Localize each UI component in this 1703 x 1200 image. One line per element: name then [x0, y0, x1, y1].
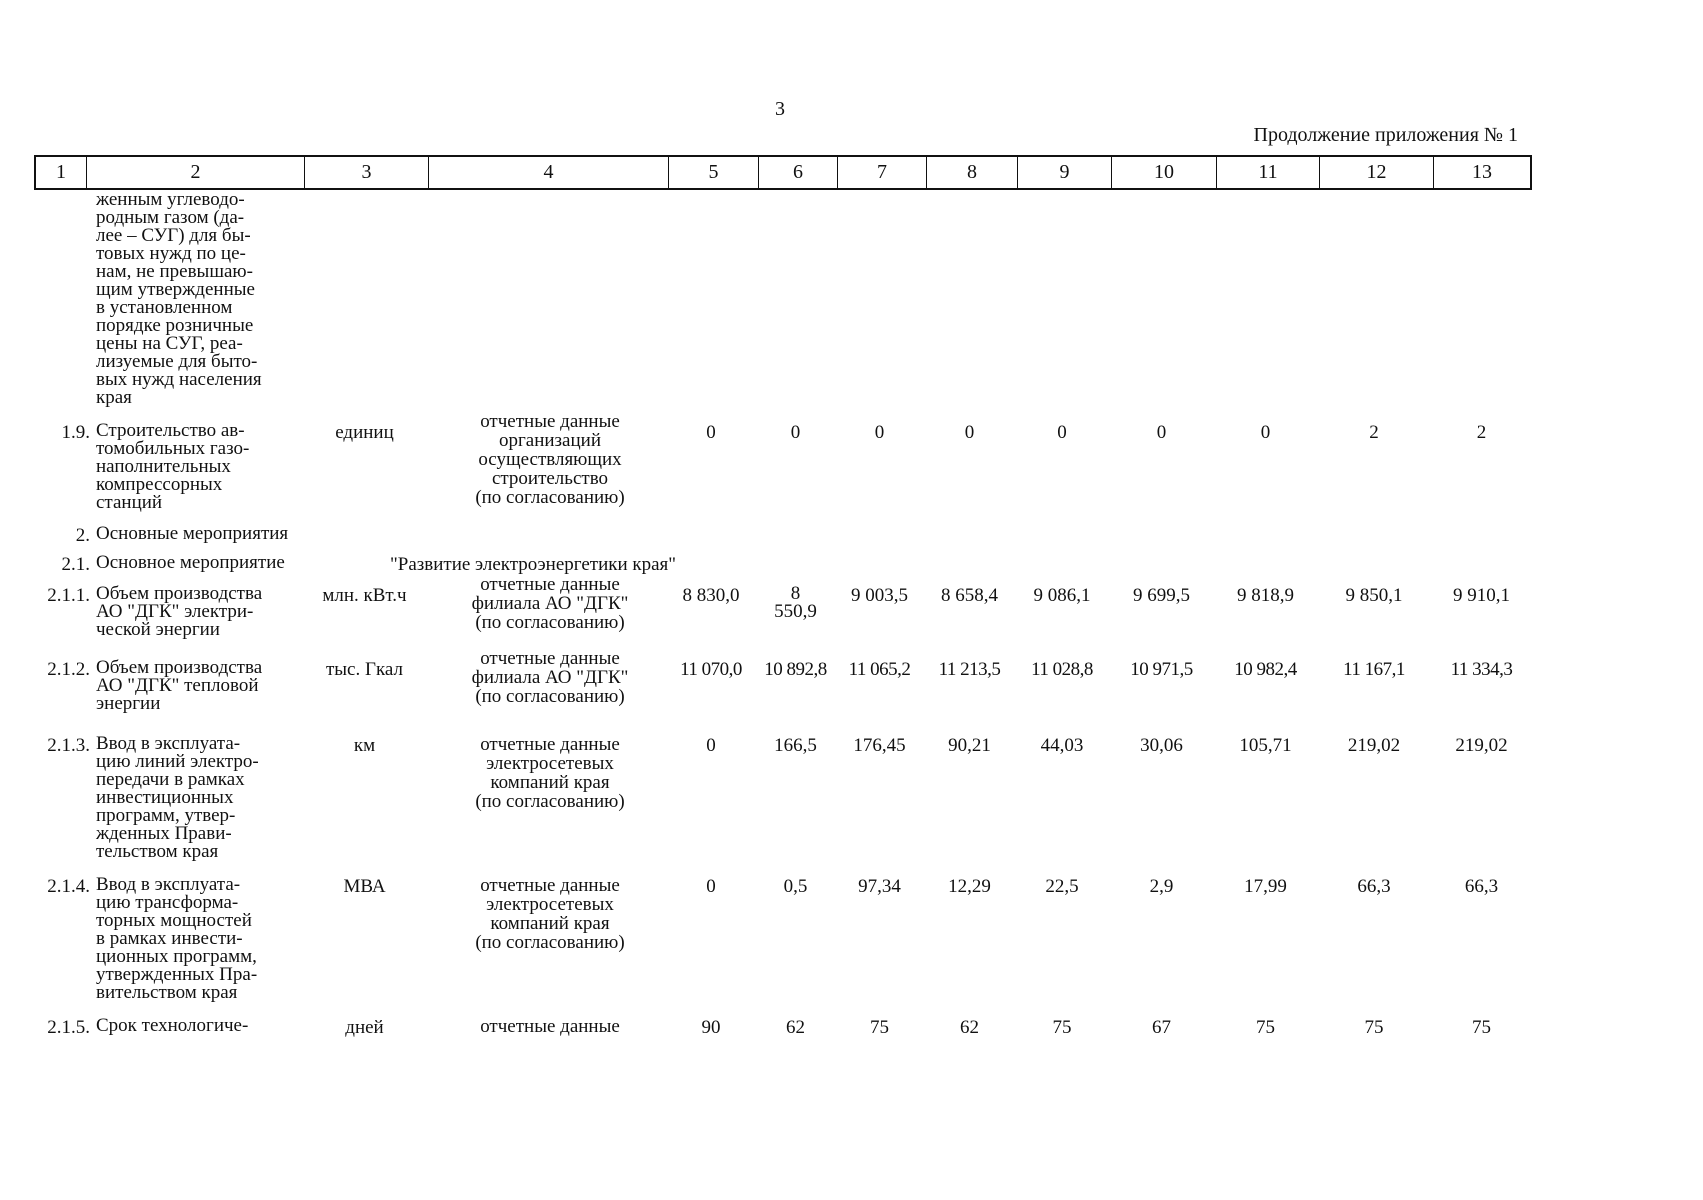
value-col-10: 67: [1152, 1017, 1171, 1038]
value-col-11: 9 818,9: [1237, 585, 1294, 606]
value-col-13: 11 334,3: [1450, 659, 1513, 680]
value-col-6: 8 550,9: [774, 583, 817, 622]
header-col-10: 10: [1111, 157, 1216, 188]
value-col-12: 2: [1369, 422, 1379, 443]
value-col-8: 62: [960, 1017, 979, 1038]
value-col-6: 0: [790, 422, 801, 443]
header-col-5: 5: [668, 157, 758, 188]
value-col-5: 8 830,0: [682, 585, 740, 606]
value-col-12: 66,3: [1357, 876, 1391, 897]
row-name: Объем производства АО "ДГК" тепловой энергии: [96, 657, 263, 714]
row-number: 2.1.5.: [47, 1017, 90, 1038]
row-number: 2.1.3.: [47, 735, 90, 756]
row-source: отчетные данные электросетевых компаний края (по согласованию): [475, 875, 625, 953]
value-col-13: 9 910,1: [1453, 585, 1510, 606]
value-col-9: 44,03: [1040, 735, 1084, 756]
value-col-13: 66,3: [1464, 876, 1499, 897]
value-col-11: 17,99: [1244, 876, 1287, 897]
value-col-9: 0: [1057, 422, 1067, 443]
value-col-13: 2: [1476, 422, 1487, 443]
row-name: Основные мероприятия: [96, 523, 289, 544]
header-col-11: 11: [1216, 157, 1319, 188]
header-col-4: 4: [428, 157, 668, 188]
row-source: отчетные данные: [480, 1016, 620, 1037]
header-col-12: 12: [1319, 157, 1433, 188]
row-source: отчетные данные филиала АО "ДГК" (по согласованию): [471, 574, 629, 633]
value-col-8: 12,29: [948, 876, 991, 897]
table-header-row: [34, 155, 1532, 190]
value-col-10: 30,06: [1140, 735, 1183, 756]
row-name: Ввод в эксплуата- цию трансформа- торных мощностей в рамках инвести- ционных программ, утвержденных Пра- вительством края: [96, 874, 258, 1003]
header-col-13: 13: [1433, 157, 1530, 188]
row-number: 1.9.: [61, 422, 90, 443]
row-source: отчетные данные филиала АО "ДГК" (по согласованию): [471, 648, 629, 707]
value-col-6: 10 892,8: [764, 659, 827, 680]
value-col-11: 75: [1256, 1017, 1275, 1038]
value-col-7: 9 003,5: [851, 585, 908, 606]
header-col-8: 8: [926, 157, 1017, 188]
value-col-13: 75: [1472, 1017, 1491, 1038]
row-number: 2.1.2.: [47, 659, 90, 680]
page-number: 3: [775, 98, 785, 120]
value-col-7: 11 065,2: [848, 659, 911, 680]
row-name: Основное мероприятие: [96, 552, 285, 573]
value-col-7: 97,34: [858, 876, 901, 897]
row-unit: МВА: [343, 876, 386, 897]
value-col-5: 0: [706, 876, 716, 897]
header-col-2: 2: [86, 157, 304, 188]
row-unit: дней: [345, 1017, 384, 1038]
value-col-12: 11 167,1: [1343, 659, 1405, 680]
value-col-5: 0: [706, 735, 716, 756]
value-col-6: 0,5: [783, 876, 808, 897]
value-col-9: 22,5: [1045, 876, 1079, 897]
row-number: 2.1.4.: [47, 876, 90, 897]
value-col-11: 10 982,4: [1234, 659, 1297, 680]
appendix-continuation-caption: Продолжение приложения № 1: [1253, 124, 1518, 146]
value-col-9: 11 028,8: [1031, 659, 1093, 680]
row-unit: млн. кВт.ч: [322, 585, 407, 606]
value-col-8: 11 213,5: [938, 659, 1001, 680]
row-number: 2.: [75, 525, 90, 546]
value-col-10: 0: [1156, 422, 1167, 443]
value-col-13: 219,02: [1455, 735, 1508, 756]
value-col-10: 10 971,5: [1130, 659, 1193, 680]
value-col-11: 105,71: [1239, 735, 1292, 756]
value-col-9: 9 086,1: [1033, 585, 1091, 606]
value-col-8: 0: [964, 422, 975, 443]
value-col-6: 166,5: [774, 735, 817, 756]
row-unit: км: [353, 735, 376, 756]
row-title: "Развитие электроэнергетики края": [390, 554, 677, 575]
header-col-3: 3: [304, 157, 428, 188]
row-number: 2.1.: [61, 554, 90, 575]
value-col-9: 75: [1052, 1017, 1072, 1038]
value-col-12: 75: [1364, 1017, 1384, 1038]
value-col-8: 8 658,4: [941, 585, 998, 606]
row-unit: единиц: [335, 422, 394, 443]
row-source: отчетные данные электросетевых компаний края (по согласованию): [475, 734, 625, 812]
value-col-5: 90: [701, 1017, 721, 1038]
row-number: 2.1.1.: [47, 585, 90, 606]
header-col-1: 1: [56, 161, 66, 183]
value-col-10: 2,9: [1149, 876, 1174, 897]
header-col-9: 9: [1017, 157, 1111, 188]
header-col-7: 7: [837, 157, 926, 188]
row-unit: тыс. Гкал: [325, 659, 403, 680]
value-col-10: 9 699,5: [1133, 585, 1190, 606]
value-col-7: 176,45: [853, 735, 906, 756]
value-col-12: 9 850,1: [1345, 585, 1403, 606]
value-col-7: 0: [874, 422, 885, 443]
row-name: женным углеводо- родным газом (да- лее – СУГ) для бы- товых нужд по це- нам, не превышаю- щим утвержденные в установленном порядке розничные цены на СУГ, реа- лизуемые для быто- вых нужд населения края: [96, 189, 262, 408]
row-name: Объем производства АО "ДГК" электри- ческой энергии: [96, 583, 263, 640]
value-col-5: 11 070,0: [680, 659, 742, 680]
header-col-6: 6: [758, 157, 837, 188]
row-name: Строительство ав- томобильных газо- наполнительных компрессорных станций: [96, 420, 250, 513]
row-name: Срок технологиче-: [96, 1015, 249, 1036]
value-col-11: 0: [1260, 422, 1271, 443]
value-col-7: 75: [870, 1017, 889, 1038]
value-col-12: 219,02: [1347, 735, 1401, 756]
value-col-8: 90,21: [948, 735, 991, 756]
row-name: Ввод в эксплуата- цию линий электро- передачи в рамках инвестиционных программ, утвер- жденных Прави- тельством края: [96, 733, 259, 862]
value-col-5: 0: [706, 422, 716, 443]
value-col-6: 62: [786, 1017, 805, 1038]
row-source: отчетные данные организаций осуществляющих строительство (по согласованию): [475, 411, 625, 508]
